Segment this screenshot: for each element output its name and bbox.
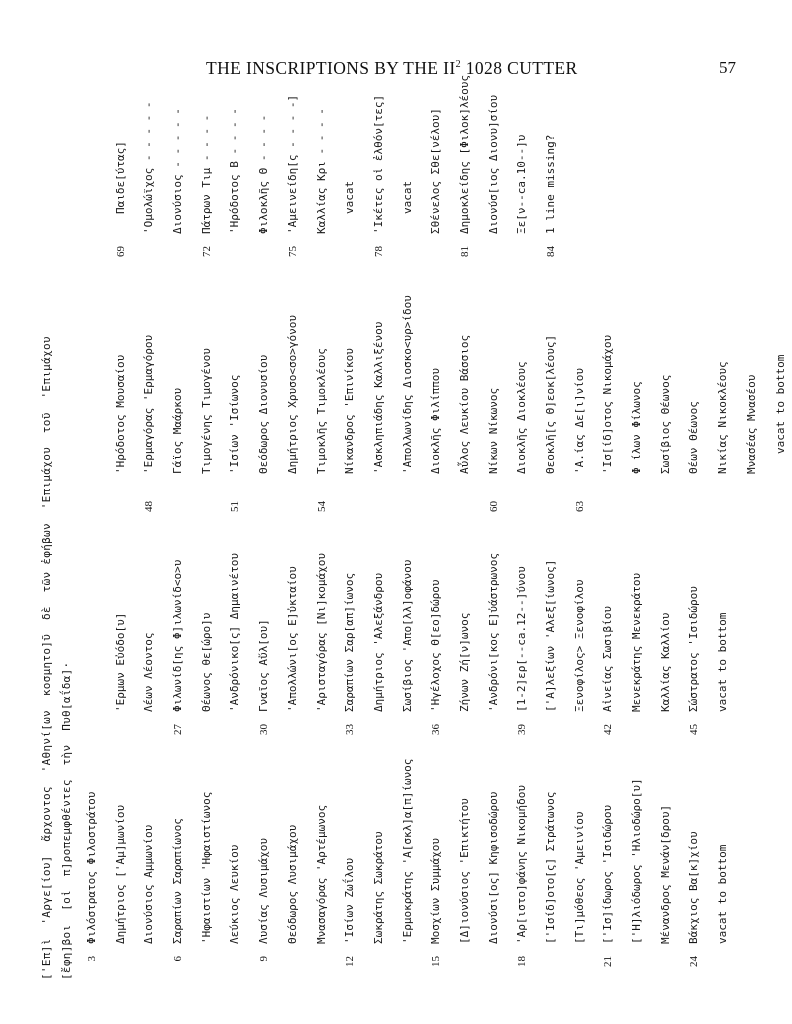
line-number: 24: [688, 956, 701, 967]
inscription-name: Τιμογένης Τιμογένου: [199, 348, 213, 474]
inscription-name: 'Ηρόδοτος Β - - - -: [228, 108, 242, 234]
inscription-name: Διοκλῆς Διοκλέους: [515, 361, 529, 474]
inscription-line: [221, 0, 250, 270]
inscription-block: [40, 75, 787, 980]
inscription-line: [738, 220, 767, 510]
inscription-name: Θέων Θέωνος: [687, 401, 701, 474]
inscription-name: Διονύσιος - - - - -: [171, 108, 185, 234]
heading-line: [ἔφη]βοι [οἱ π]ροπεμφθέντες τὴν Πυθ[αΐδα]·: [60, 661, 73, 980]
inscription-name: Νίκανδρος 'Επινίκου: [343, 348, 357, 474]
inscription-line: [279, 0, 308, 270]
inscription-line: [709, 220, 738, 510]
inscription-name: Σωκράτης Σωκράτου: [371, 831, 385, 944]
inscription-name: Μνασαγόρας 'Αρτέμωνος: [314, 804, 328, 944]
inscription-name: Γάϊος Μαάρκου: [171, 387, 185, 474]
line-number-right: 54: [315, 501, 328, 512]
inscription-name: Φιλωνίδ[ης Φ]ιλωνίδ<ο>υ: [171, 559, 185, 712]
inscription-name: Δημήτριος ['Αμ]μωνίου: [113, 804, 127, 944]
inscription-name: 'Ηρόδοτος Μουσαίου: [113, 354, 127, 474]
inscription-line: [164, 0, 193, 270]
inscription-line: [767, 220, 792, 510]
line-number: 9: [258, 956, 271, 962]
inscription-line: [107, 0, 136, 270]
inscription-name: Σώστρατος 'Ισιδώρου: [687, 586, 701, 712]
inscription-line: [135, 0, 164, 270]
inscription-name: 1 line missing?: [544, 134, 557, 234]
heading-line: ['Επ]ὶ 'Αργε[ίου] ἄρχοντος 'Αθηνί[ων κοσμητο]ῦ δὲ τῶν ἐφήβων 'Επιμάχου τοῦ 'Επιμάχου: [40, 336, 53, 980]
inscription-name: Μνασέας Μνασέου: [744, 374, 758, 474]
inscription-line: [422, 0, 451, 270]
inscription-name: vacat to bottom: [716, 612, 730, 712]
inscription-name: Λέων Λέοντος: [142, 632, 156, 712]
inscription-line: [451, 0, 480, 270]
line-number-right: 63: [573, 501, 586, 512]
inscription-line: [394, 0, 423, 270]
line-number: 81: [458, 246, 471, 257]
inscription-name: Φ ίλων Φίλωνος: [630, 381, 644, 474]
inscription-line: [652, 220, 681, 510]
inscription-name: Νικίας Νικοκλέους: [716, 361, 730, 474]
inscription-line: [193, 0, 222, 270]
inscription-name: Τιμοκλῆς Τιμοκλέους: [314, 348, 328, 474]
inscription-name: 'Ανδρόνικο[ς] Δημαινέτου: [228, 553, 242, 712]
inscription-name: Σωσίβιος 'Απο[λλ]οφάνου: [400, 559, 414, 712]
inscription-name: Διονύσι[ος] Κηφισοδώρου: [486, 791, 500, 944]
inscription-name: Νίκων Νίκωνος: [486, 387, 500, 474]
inscription-line: [78, 0, 107, 270]
inscription-name: Αἰνείας Σωσιβίου: [601, 606, 615, 712]
line-number: 3: [86, 956, 98, 962]
inscription-name: vacat to bottom: [716, 844, 730, 944]
inscription-line: [680, 220, 709, 510]
inscription-name: Καλλίας Κρι - - - -: [314, 108, 328, 234]
inscription-line: [594, 220, 623, 510]
line-number: 84: [545, 246, 557, 257]
inscription-name: 'Ασκληπιάδης Καλλιξένου: [371, 321, 385, 474]
inscription-name: 'Αρ[ιστο]φάνης Νικομήδου: [515, 785, 529, 944]
inscription-name: Λυσίας Λυσιμάχου: [257, 838, 271, 944]
inscription-line: [250, 0, 279, 270]
line-number: 21: [602, 956, 615, 967]
line-number-right: 51: [229, 501, 242, 512]
inscription-name: ['Ισ]ίδωρος 'Ισιδώρου: [601, 804, 615, 944]
inscription-name: Διοκλῆς Φιλίππου: [429, 368, 443, 474]
inscription-name: [Τι]μόθεος 'Αμεινίου: [572, 811, 586, 944]
inscription-name: Αὖλος Λευκίου Βάσσιος: [457, 334, 471, 474]
line-number: 75: [286, 246, 299, 257]
line-number: 39: [516, 724, 529, 735]
inscription-name: Λεύκιος Λευκίου: [228, 844, 242, 944]
inscription-name: 'Ηφαιστίων 'Ηφαιστίωνος: [199, 791, 213, 944]
line-number: 15: [430, 956, 443, 967]
inscription-name: 'Ερμων Εὐόδο[υ]: [113, 612, 127, 712]
inscription-name: 'Ερμαγόρας 'Ερμαγόρου: [142, 334, 156, 474]
inscription-name: vacat to bottom: [773, 354, 787, 454]
inscription-name: 'Ισίων Ζωΐλου: [343, 857, 357, 944]
inscription-name: Θέωνος θε[ώρο]υ: [199, 612, 213, 712]
inscription-name: Γναῖος Αὔλ[ου]: [257, 619, 271, 712]
inscription-name: Θεοκλῆ[ς Θ]εοκ[λέους]: [544, 334, 557, 474]
inscription-name: Δημήτριος 'Αλεξάνδρου: [371, 572, 385, 712]
inscription-name: Θεόδωρος Λυσιμάχου: [285, 824, 299, 944]
line-number: 69: [114, 246, 127, 257]
inscription-line: [365, 0, 394, 270]
inscription-name: Καλλίας Καλλίου: [658, 612, 672, 712]
inscription-line: [480, 0, 509, 270]
inscription-line: [623, 220, 652, 510]
inscription-name: Διονύσιος Αμμωνίου: [142, 824, 156, 944]
running-title-text: THE INSCRIPTIONS BY THE II: [206, 58, 456, 78]
inscription-name: Σωσίβιος Θέωνος: [658, 374, 672, 474]
line-number: 18: [516, 956, 529, 967]
inscription-name: Ξε[ν--ca.10--]υ: [515, 134, 529, 234]
inscription-name: 'Ομολώϊχος - - - - -: [142, 101, 156, 234]
inscription-name: 'Ισίων 'Ισίωνος: [228, 374, 242, 474]
line-number: 36: [430, 724, 443, 735]
inscription-name: Μένανδρος Μενάν[δρου]: [658, 804, 672, 944]
inscription-name: ['Α]λεξίων 'Αλεξ[ίωνος]: [544, 559, 557, 712]
inscription-column-4: [78, 0, 566, 270]
line-number: 27: [172, 724, 185, 735]
inscription-name: 'Ερμοκράτης 'Α[σκλ]α[π]ίωνος: [400, 758, 414, 944]
inscription-name: vacat: [400, 180, 414, 214]
inscription-name: Δημήτριος Χρυσο<σο>γόνου: [285, 315, 299, 474]
page-number: 57: [719, 58, 736, 77]
running-title-end: 1028 CUTTER: [460, 58, 578, 78]
inscription-name: vacat: [343, 180, 357, 214]
inscription-name: Σθένελος Σθε[νέλου]: [429, 108, 443, 234]
inscription-name: 'Α.ίας Δε[ι]νίου: [572, 368, 586, 474]
inscription-line: [566, 220, 595, 510]
inscription-name: Πάτρων Τιμ - - - -: [199, 114, 213, 234]
inscription-name: Φιλοκλῆς Θ - - - -: [257, 114, 271, 234]
inscription-name: Παιδε[ύτας]: [113, 141, 127, 214]
inscription-name: 'Ανδρόνι[κος Ε]ὐάστρωνος: [486, 553, 500, 712]
inscription-name: 'Απολλώνι[ος Ε]ὐκταίου: [285, 566, 299, 712]
inscription-name: 'Απολλωνίδης Διοσκο<υρ>ίδου: [400, 295, 414, 474]
inscription-rotated-text: [40, 75, 787, 980]
line-number: 6: [172, 956, 185, 962]
running-title-superscript: 2: [455, 59, 461, 71]
inscription-name: ['Η]λιόδωρος 'Ηλιοδώρο[υ]: [630, 778, 644, 944]
inscription-name: Θεόδωρος Διονυσίου: [257, 354, 271, 474]
inscription-name: 'Ικέτες οἱ ἐλθόν[τες]: [371, 94, 385, 234]
inscription-line: [537, 0, 566, 270]
inscription-name: Ξενοφίλος> Ξενοφίλου: [572, 579, 586, 712]
inscription-name: 'Αρισταγόρας [Νι]κομάχου: [314, 553, 328, 712]
inscription-line: [336, 0, 365, 270]
inscription-name: 'Ηγέλοχος Θ[εο]δώρου: [429, 579, 443, 712]
inscription-name: Δημοκλείδης [Φιλοκ]λέους: [457, 75, 471, 234]
line-number: 30: [258, 724, 271, 735]
inscription-name: [1-2]ερ[--ca.12--]ύνου: [515, 566, 529, 712]
inscription-line: [308, 0, 337, 270]
inscription-name: 'Αμεινείδη[ς - - - -]: [285, 94, 299, 234]
inscription-name: Μοσχίων Συμμάχου: [429, 838, 443, 944]
inscription-name: 'Ισ[ίδ]οτος Νικομάχου: [601, 334, 615, 474]
line-number: 33: [344, 724, 357, 735]
inscription-name: Διονύσ[ιος Διονυ]σίου: [486, 94, 500, 234]
inscription-name: Σαραπίων Σαρ[απ]ίωνος: [343, 572, 357, 712]
line-number: 42: [602, 724, 615, 735]
inscription-name: ['Ισίδ]οτο[ς] Στράτωνος: [544, 791, 557, 944]
inscription-name: Φιλόστρατος Φιλοστράτου: [85, 791, 98, 944]
inscription-name: Ζήνων Ζή[ν]ωνος: [457, 612, 471, 712]
inscription-line: [508, 0, 537, 270]
line-number: 72: [200, 246, 213, 257]
line-number-right: 48: [143, 501, 156, 512]
inscription-name: Βάκχιος Βα[κ]χίου: [687, 831, 701, 944]
line-number: 45: [688, 724, 701, 735]
inscription-name: Σαραπίων Σαραπίωνος: [171, 818, 185, 944]
inscription-name: Μενεκράτης Μενεκράτου: [630, 572, 644, 712]
line-number: 78: [372, 246, 385, 257]
inscription-name: [Δ]ιονύσιος 'Επικτήτου: [457, 798, 471, 944]
line-number-right: 60: [487, 501, 500, 512]
line-number: 12: [344, 956, 357, 967]
